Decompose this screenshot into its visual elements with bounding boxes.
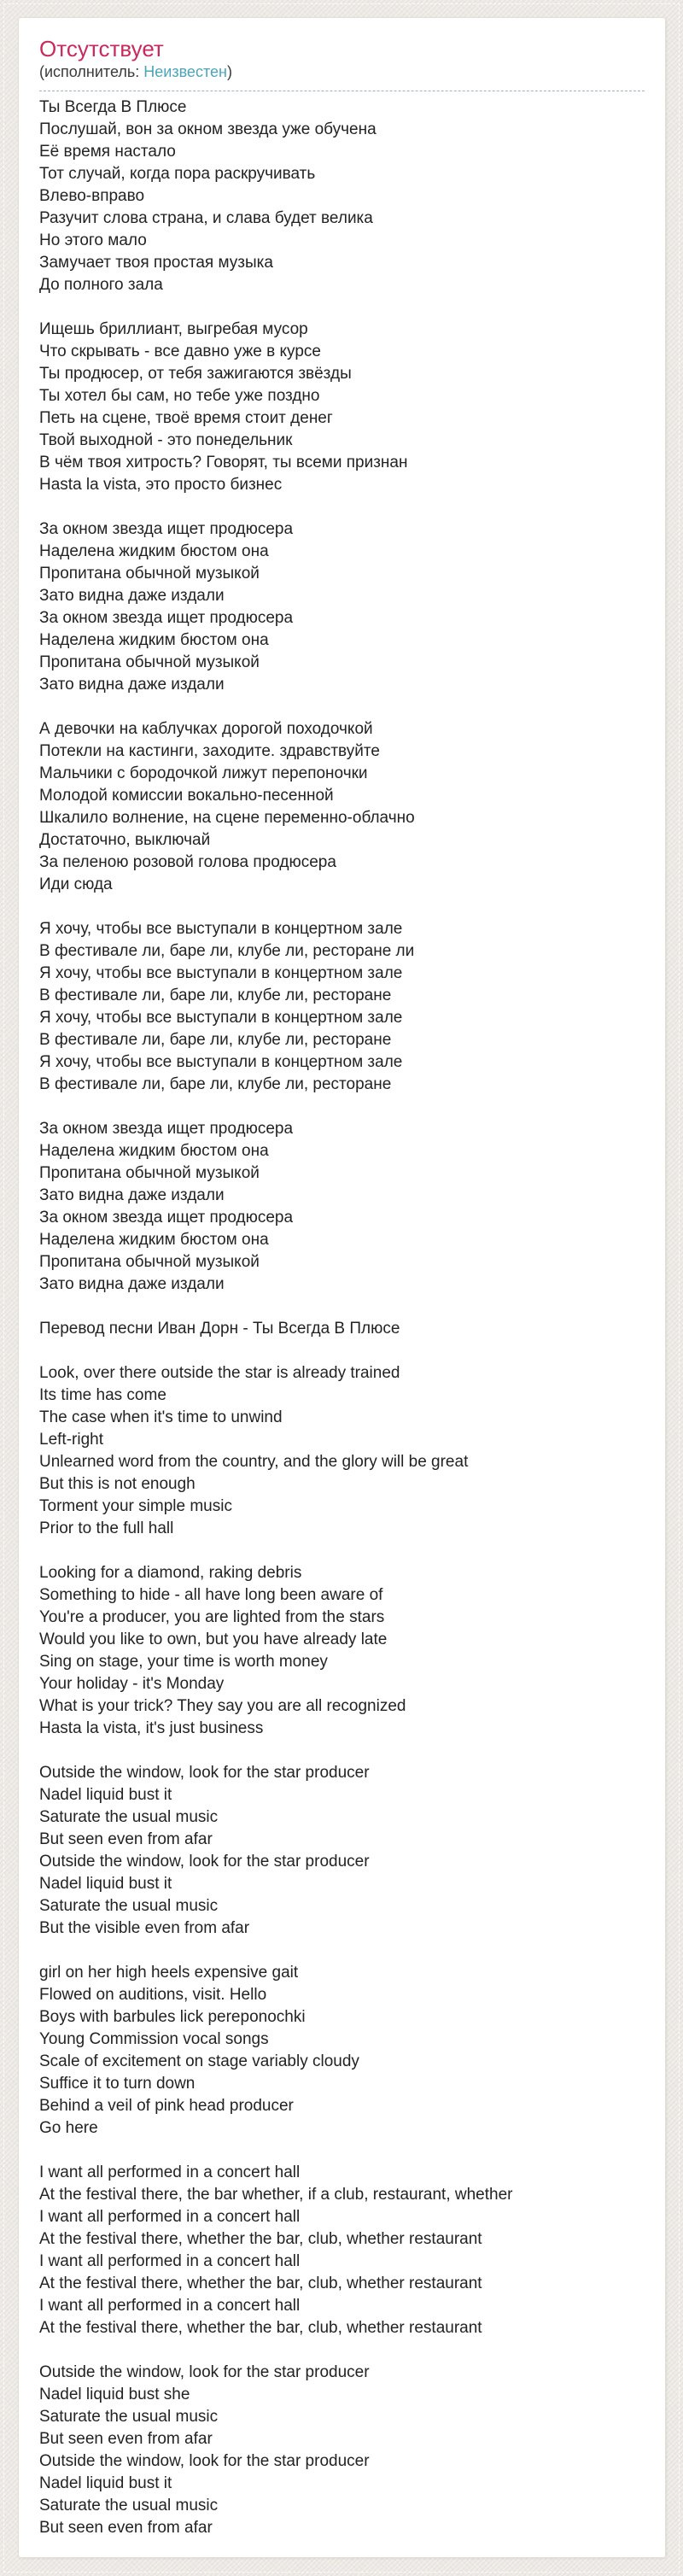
lyric-line: But seen even from afar (39, 2430, 213, 2448)
lyric-line: But seen even from afar (39, 2519, 213, 2537)
lyric-line: Ты Всегда В Плюсе (39, 98, 187, 116)
lyric-line: Зато видна даже издали (39, 1275, 225, 1293)
lyric-line: Твой выходной - это понедельник (39, 431, 293, 449)
page-title: Отсутствует (39, 36, 164, 61)
lyrics-card (18, 17, 666, 2558)
lyric-line: At the festival there, whether the bar, club, whether restaurant (39, 2230, 482, 2248)
lyric-line: Behind a veil of pink head producer (39, 2097, 294, 2115)
lyric-line: But the visible even from afar (39, 1919, 250, 1937)
lyric-line: Наделена жидким бюстом она (39, 1142, 269, 1160)
lyric-line: Пропитана обычной музыкой (39, 653, 260, 671)
lyrics-stanza (39, 518, 645, 696)
lyric-line: Prior to the full hall (39, 1519, 174, 1537)
artist-link[interactable]: Неизвестен (143, 63, 227, 80)
lyric-line: Я хочу, чтобы все выступали в концертном зале (39, 1053, 403, 1071)
lyric-line: At the festival there, the bar whether, if a club, restaurant, whether (39, 2186, 513, 2204)
lyric-line: But seen even from afar (39, 1830, 213, 1848)
lyric-line: Ищешь бриллиант, выгребая мусор (39, 320, 308, 338)
lyric-line: Go here (39, 2119, 98, 2137)
lyric-line: Something to hide - all have long been aware of (39, 1586, 383, 1604)
lyric-line: Достаточно, выключай (39, 831, 211, 849)
lyric-line: Тот случай, когда пора раскручивать (39, 165, 316, 183)
lyric-line: But this is not enough (39, 1475, 196, 1493)
song-header (39, 36, 645, 91)
lyrics-stanza (39, 718, 645, 896)
lyric-line: Outside the window, look for the star producer (39, 1853, 370, 1871)
lyric-line: Hasta la vista, it's just business (39, 1719, 264, 1737)
lyric-line: At the festival there, whether the bar, club, whether restaurant (39, 2319, 482, 2337)
translation-header (39, 1318, 645, 1340)
lyric-line: Молодой комиссии вокально-песенной (39, 787, 334, 805)
lyrics-stanza (39, 1562, 645, 1740)
lyric-line: Пропитана обычной музыкой (39, 1253, 260, 1271)
lyric-line: Наделена жидким бюстом она (39, 1231, 269, 1249)
lyrics-stanza (39, 1362, 645, 1540)
lyric-line: Its time has come (39, 1386, 166, 1404)
lyric-line: Young Commission vocal songs (39, 2030, 269, 2048)
lyric-line: Your holiday - it's Monday (39, 1675, 225, 1693)
lyric-line: За окном звезда ищет продюсера (39, 609, 294, 627)
lyric-line: Зато видна даже издали (39, 587, 225, 605)
lyric-line: I want all performed in a concert hall (39, 2297, 301, 2315)
lyric-line: You're a producer, you are lighted from the stars (39, 1608, 385, 1626)
lyric-line: Зато видна даже издали (39, 1186, 225, 1204)
lyric-line: В фестивале ли, баре ли, клубе ли, ресторане (39, 1075, 392, 1093)
lyric-line: Зато видна даже издали (39, 676, 225, 694)
artist-label-prefix: (исполнитель: (39, 63, 144, 80)
lyric-line: I want all performed in a concert hall (39, 2252, 301, 2270)
lyric-line: Looking for a diamond, raking debris (39, 1564, 302, 1582)
lyric-line: girl on her high heels expensive gait (39, 1964, 299, 1982)
lyric-line: Разучит слова страна, и слава будет велика (39, 209, 373, 227)
lyric-line: Outside the window, look for the star producer (39, 2452, 370, 2470)
lyric-line: За окном звезда ищет продюсера (39, 1120, 294, 1138)
lyric-line: Ты продюсер, от тебя зажигаются звёзды (39, 365, 352, 383)
lyric-line: В фестивале ли, баре ли, клубе ли, ресторане (39, 986, 392, 1004)
lyric-line: За окном звезда ищет продюсера (39, 1209, 294, 1227)
lyric-line: Петь на сцене, твоё время стоит денег (39, 409, 333, 427)
lyrics-stanza (39, 2362, 645, 2539)
lyric-line: Её время настало (39, 143, 176, 161)
lyric-line: Замучает твоя простая музыка (39, 254, 273, 272)
lyric-line: Мальчики с бородочкой лижут перепоночки (39, 764, 368, 782)
lyric-line: Sing on stage, your time is worth money (39, 1653, 328, 1671)
lyric-line: В фестивале ли, баре ли, клубе ли, ресторане ли (39, 942, 415, 960)
lyrics-stanza (39, 319, 645, 496)
artist-line (39, 61, 645, 82)
lyric-line: А девочки на каблучках дорогой походочкой (39, 720, 373, 738)
lyric-line: Torment your simple music (39, 1497, 232, 1515)
lyric-line: За окном звезда ищет продюсера (39, 520, 294, 538)
lyrics-stanza (39, 1762, 645, 1940)
lyric-line: Outside the window, look for the star producer (39, 1764, 370, 1782)
lyric-line: The case when it's time to unwind (39, 1408, 283, 1426)
lyric-line: Saturate the usual music (39, 1897, 219, 1915)
lyric-line: Пропитана обычной музыкой (39, 565, 260, 583)
lyric-line: Потекли на кастинги, заходите. здравствуйте (39, 742, 380, 760)
lyrics-stanza (39, 2162, 645, 2339)
lyric-line: At the festival there, whether the bar, club, whether restaurant (39, 2274, 482, 2292)
artist-label-suffix: ) (226, 63, 232, 80)
lyric-line: Saturate the usual music (39, 1808, 219, 1826)
lyric-line: Я хочу, чтобы все выступали в концертном зале (39, 920, 403, 938)
lyric-line: Что скрывать - все давно уже в курсе (39, 342, 321, 360)
lyrics-stanza (39, 918, 645, 1096)
lyric-line: Я хочу, чтобы все выступали в концертном зале (39, 964, 403, 982)
lyric-line: Послушай, вон за окном звезда уже обучена (39, 120, 377, 138)
lyric-line: Scale of excitement on stage variably cloudy (39, 2052, 359, 2070)
lyric-line: Unlearned word from the country, and the glory will be great (39, 1453, 469, 1471)
lyric-line: Иди сюда (39, 875, 113, 893)
lyric-line: Hasta la vista, это просто бизнес (39, 476, 283, 494)
lyric-line: Пропитана обычной музыкой (39, 1164, 260, 1182)
lyric-line: Nadel liquid bust it (39, 1875, 172, 1893)
lyric-line: Nadel liquid bust she (39, 2386, 190, 2403)
lyric-line: Ты хотел бы сам, но тебе уже поздно (39, 387, 320, 405)
lyric-line: Outside the window, look for the star producer (39, 2363, 370, 2381)
lyric-line: Would you like to own, but you have already late (39, 1630, 388, 1648)
lyric-line: Наделена жидким бюстом она (39, 542, 269, 560)
lyric-line: В чём твоя хитрость? Говорят, ты всеми признан (39, 454, 408, 471)
lyric-line: Suffice it to turn down (39, 2075, 196, 2093)
lyric-line: Но этого мало (39, 231, 147, 249)
lyric-line: Влево-вправо (39, 187, 145, 205)
lyric-line: Saturate the usual music (39, 2408, 219, 2426)
lyrics (39, 97, 645, 2539)
lyric-line: Boys with barbules lick pereponochki (39, 2008, 306, 2026)
lyric-line: Nadel liquid bust it (39, 2474, 172, 2492)
lyric-line: Nadel liquid bust it (39, 1786, 172, 1804)
lyrics-stanza (39, 1962, 645, 2140)
lyric-line: Saturate the usual music (39, 2497, 219, 2515)
lyric-line: До полного зала (39, 276, 163, 294)
lyric-line: Flowed on auditions, visit. Hello (39, 1986, 267, 2004)
lyric-line: I want all performed in a concert hall (39, 2163, 301, 2181)
lyric-line: За пеленою розовой голова продюсера (39, 853, 336, 871)
lyric-line: What is your trick? They say you are all recognized (39, 1697, 406, 1715)
lyric-line: В фестивале ли, баре ли, клубе ли, ресторане (39, 1031, 392, 1049)
lyric-line: Я хочу, чтобы все выступали в концертном зале (39, 1009, 403, 1027)
lyric-line: Look, over there outside the star is already trained (39, 1364, 400, 1382)
lyric-line: Наделена жидким бюстом она (39, 631, 269, 649)
lyric-line: Перевод песни Иван Дорн - Ты Всегда В Плюсе (39, 1320, 400, 1338)
lyrics-stanza (39, 1118, 645, 1296)
lyric-line: Left-right (39, 1431, 103, 1449)
lyric-line: I want all performed in a concert hall (39, 2208, 301, 2226)
lyric-line: Шкалило волнение, на сцене переменно-облачно (39, 809, 415, 827)
lyrics-stanza (39, 97, 645, 296)
